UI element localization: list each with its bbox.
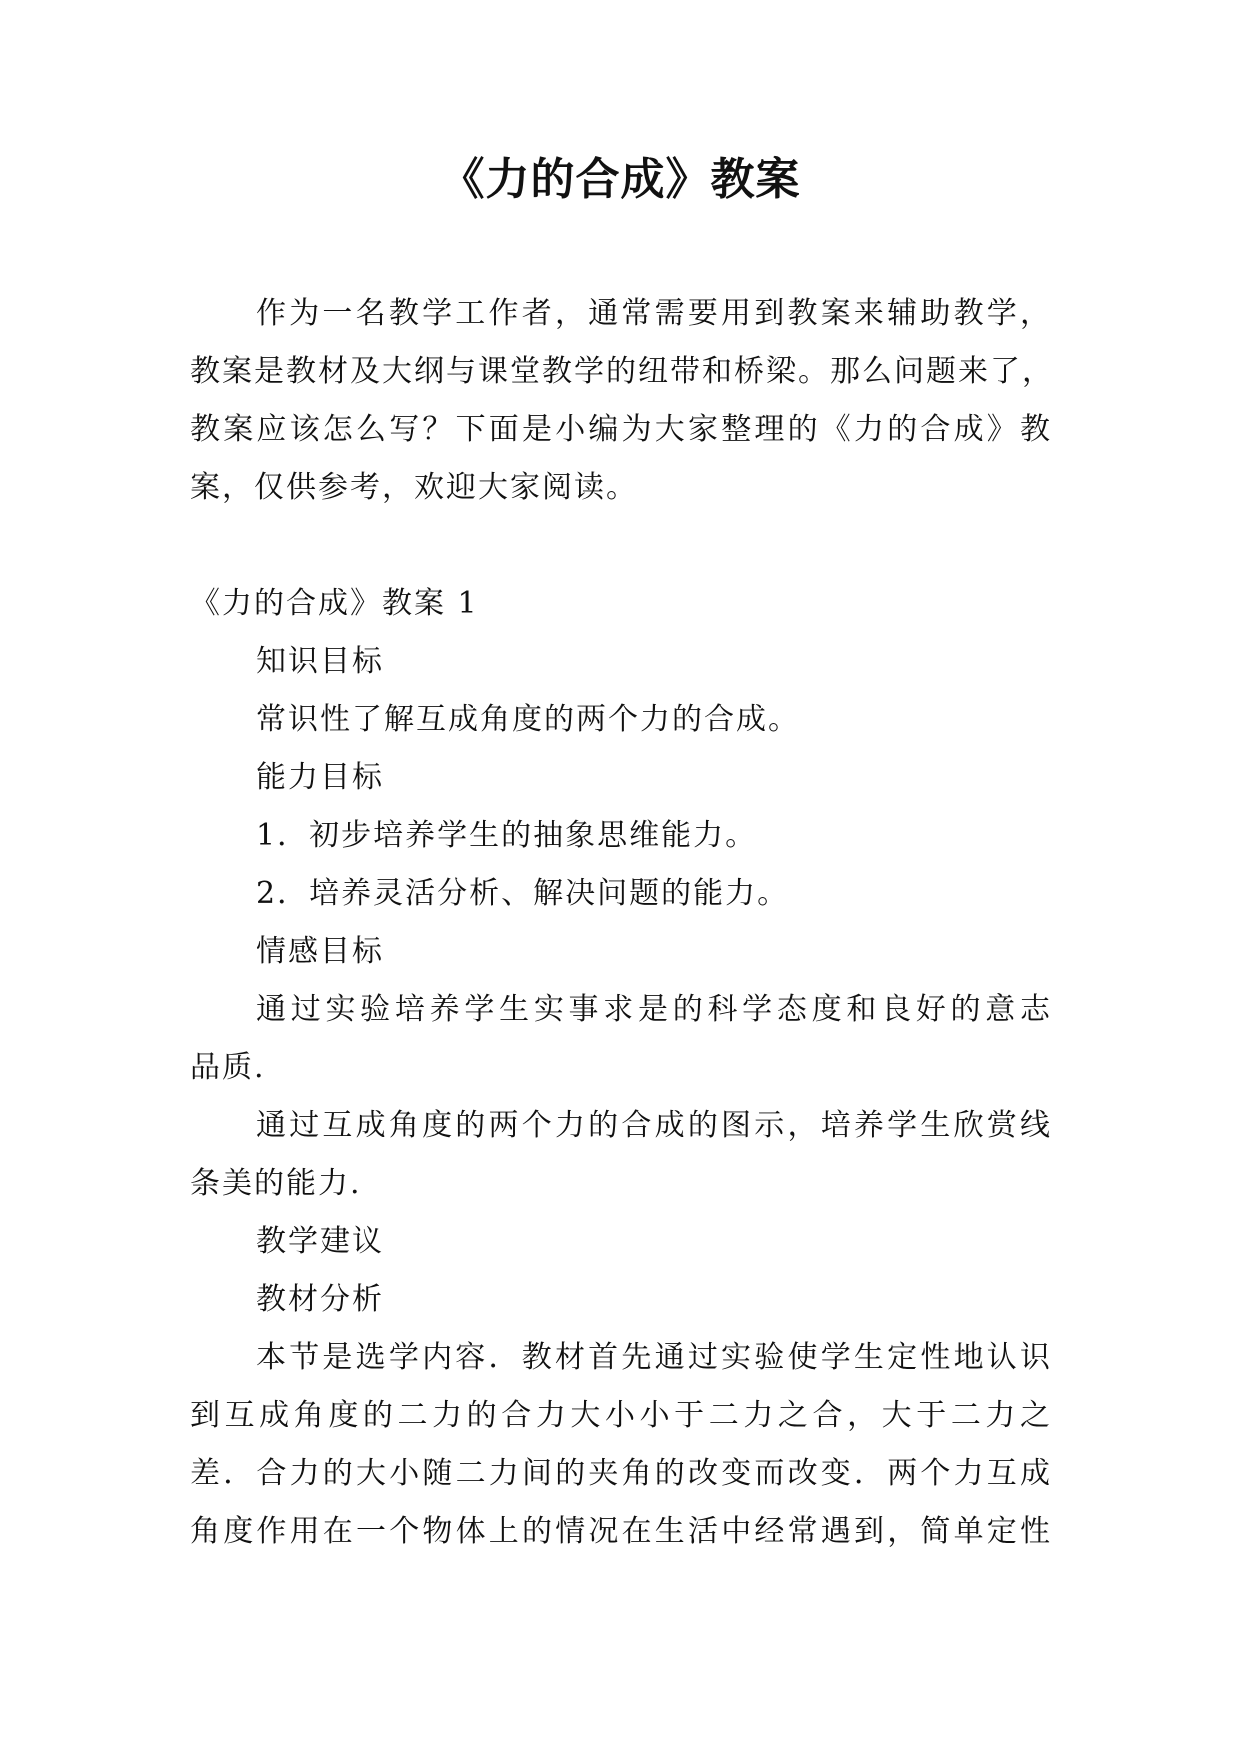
intro-line: 案，仅供参考，欢迎大家阅读。 — [190, 470, 638, 505]
emotion-paragraph — [190, 981, 1052, 1097]
emotion-paragraph — [190, 1097, 1052, 1213]
intro-paragraph — [190, 285, 1052, 517]
emotion-line: 通过互成角度的两个力的合成的图示，培养学生欣赏线 — [256, 1108, 1052, 1143]
material-line: 角度作用在一个物体上的情况在生活中经常遇到，简单定性 — [190, 1514, 1052, 1549]
emotion-line: 条美的能力. — [190, 1166, 362, 1201]
knowledge-goal-text: 常识性了解互成角度的两个力的合成。 — [256, 702, 800, 737]
ability-item: 1．初步培养学生的抽象思维能力。 — [256, 818, 758, 853]
material-paragraph — [190, 1329, 1052, 1561]
emotion-line: 通过实验培养学生实事求是的科学态度和良好的意志 — [256, 992, 1052, 1027]
section-heading: 《力的合成》教案 1 — [190, 586, 479, 621]
document-title: 《力的合成》教案 — [440, 154, 801, 205]
material-analysis-heading: 教材分析 — [256, 1282, 384, 1317]
ability-item: 2．培养灵活分析、解决问题的能力。 — [256, 876, 790, 911]
intro-line: 教案是教材及大纲与课堂教学的纽带和桥梁。那么问题来了， — [190, 354, 1054, 389]
intro-line: 教案应该怎么写？下面是小编为大家整理的《力的合成》教 — [190, 412, 1052, 447]
teaching-suggestion-heading: 教学建议 — [256, 1224, 384, 1259]
emotion-line: 品质. — [190, 1050, 266, 1085]
knowledge-goal-heading: 知识目标 — [256, 644, 384, 679]
document-body — [190, 285, 1052, 1561]
emotion-goal-heading: 情感目标 — [256, 934, 384, 969]
material-line: 本节是选学内容．教材首先通过实验使学生定性地认识 — [256, 1340, 1052, 1375]
ability-goal-heading: 能力目标 — [256, 760, 384, 795]
material-line: 差．合力的大小随二力间的夹角的改变而改变．两个力互成 — [190, 1456, 1052, 1491]
intro-line: 作为一名教学工作者，通常需要用到教案来辅助教学， — [256, 296, 1052, 331]
material-line: 到互成角度的二力的合力大小小于二力之合，大于二力之 — [190, 1398, 1052, 1433]
